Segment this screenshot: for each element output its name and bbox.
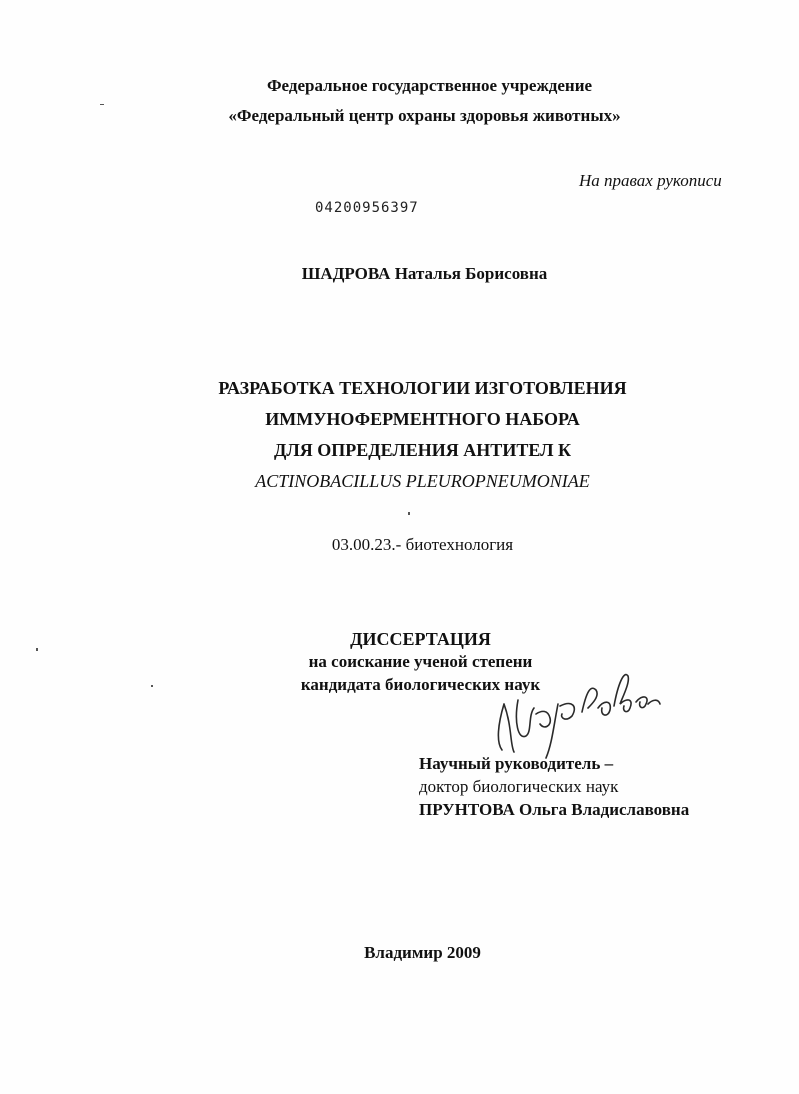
scan-speck [36, 648, 38, 651]
title-line-3: ДЛЯ ОПРЕДЕЛЕНИЯ АНТИТЕЛ К [273, 440, 572, 460]
handwritten-signature [488, 664, 664, 760]
specialty-code: 03.00.23.- биотехнология [331, 535, 514, 554]
author-name: ШАДРОВА Наталья Борисовна [301, 264, 548, 283]
title-line-1: РАЗРАБОТКА ТЕХНОЛОГИИ ИЗГОТОВЛЕНИЯ [218, 378, 627, 398]
institution-line-1: Федеральное государственное учреждение [266, 76, 593, 95]
document-type: ДИССЕРТАЦИЯ [350, 629, 491, 649]
scan-speck [408, 512, 410, 515]
title-line-2: ИММУНОФЕРМЕНТНОГО НАБОРА [265, 409, 580, 429]
manuscript-note: На правах рукописи [579, 171, 722, 190]
registry-number: 04200956397 [315, 200, 419, 216]
city-year: Владимир 2009 [364, 943, 481, 962]
degree-line-1: на соискание ученой степени [308, 652, 533, 671]
scan-speck [151, 685, 153, 687]
degree-line-2: кандидата биологических наук [300, 675, 541, 694]
title-line-4-latin: ACTINOBACILLUS PLEUROPNEUMONIAE [255, 471, 590, 491]
scan-speck [100, 104, 104, 105]
supervisor-name: ПРУНТОВА Ольга Владиславовна [419, 800, 690, 819]
institution-line-2: «Федеральный центр охраны здоровья животных» [228, 106, 621, 125]
supervisor-degree: доктор биологических наук [419, 777, 619, 796]
supervisor-role: Научный руководитель – [419, 754, 614, 773]
